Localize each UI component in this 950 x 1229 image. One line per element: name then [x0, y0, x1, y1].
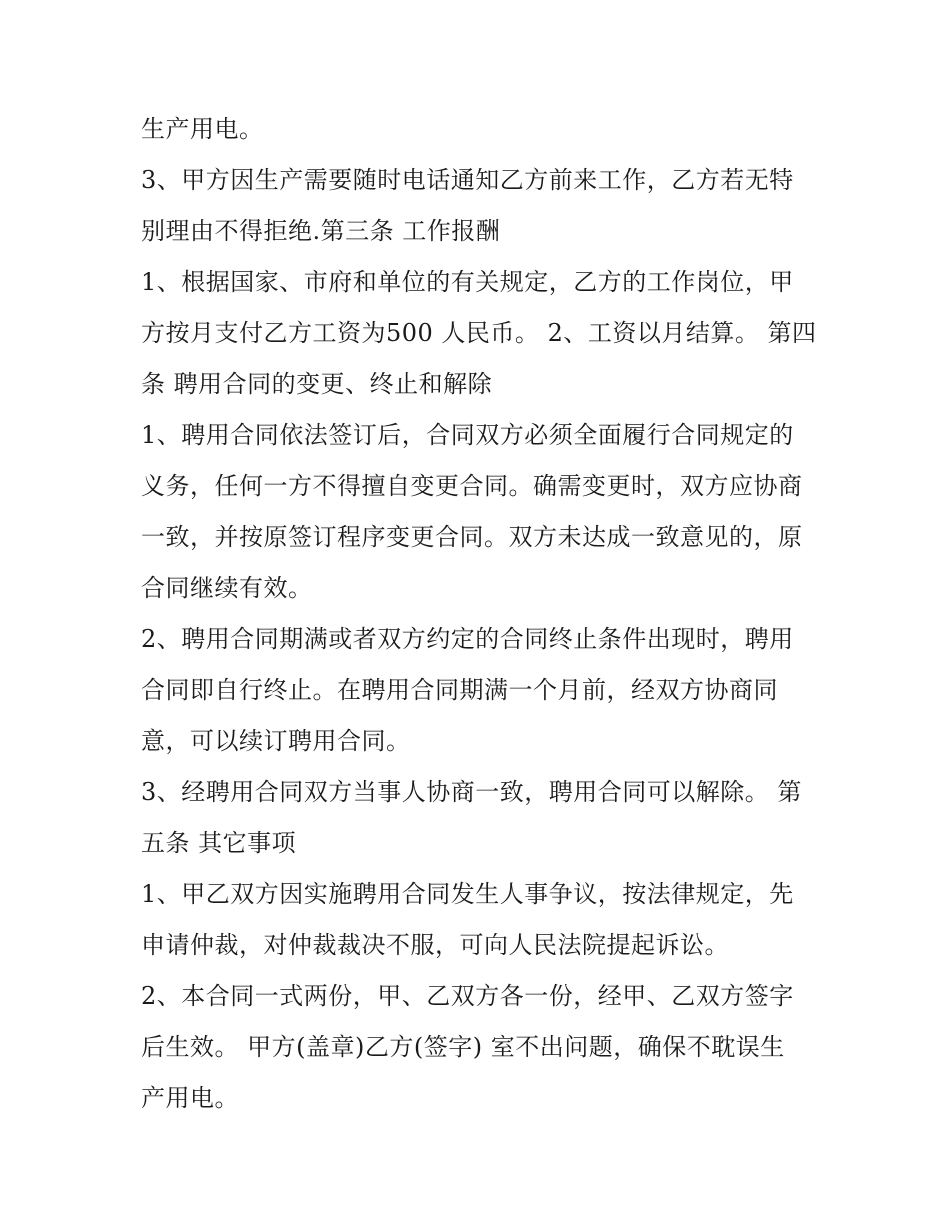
- text-line: 申请仲裁，对仲裁裁决不服，可向人民法院提起诉讼。: [141, 931, 729, 959]
- text-line: 意，可以续订聘用合同。: [141, 727, 411, 755]
- text-line: 1、甲乙双方因实施聘用合同发生人事争议，按法律规定，先: [141, 880, 794, 908]
- text-line: 2、本合同一式两份，甲、乙双方各一份，经甲、乙双方签字: [141, 982, 794, 1010]
- text-line: 产用电。: [141, 1084, 239, 1112]
- text-line: 合同继续有效。: [141, 574, 313, 602]
- text-line: 3、经聘用合同双方当事人协商一致，聘用合同可以解除。 第: [141, 778, 802, 806]
- text-line: 义务，任何一方不得擅自变更合同。确需变更时，双方应协商: [141, 472, 803, 500]
- text-line: 生产用电。: [141, 115, 264, 143]
- text-line: 合同即自行终止。在聘用合同期满一个月前，经双方协商同: [141, 676, 778, 704]
- text-line: 方按月支付乙方工资为500 人民币。 2、工资以月结算。 第四: [141, 319, 817, 347]
- text-line: 1、聘用合同依法签订后，合同双方必须全面履行合同规定的: [141, 421, 794, 449]
- text-line: 五条 其它事项: [141, 829, 297, 857]
- text-line: 后生效。 甲方(盖章)乙方(签字) 室不出问题，确保不耽误生: [141, 1033, 785, 1061]
- text-line: 3、甲方因生产需要随时电话通知乙方前来工作，乙方若无特: [141, 166, 794, 194]
- text-line: 1、根据国家、市府和单位的有关规定，乙方的工作岗位，甲: [141, 268, 794, 296]
- text-line: 别理由不得拒绝.第三条 工作报酬: [141, 217, 501, 245]
- document-body: [141, 104, 821, 1124]
- text-line: 条 聘用合同的变更、终止和解除: [141, 370, 493, 398]
- text-line: 2、聘用合同期满或者双方约定的合同终止条件出现时，聘用: [141, 625, 794, 653]
- text-line: 一致，并按原签订程序变更合同。双方未达成一致意见的，原: [141, 523, 803, 551]
